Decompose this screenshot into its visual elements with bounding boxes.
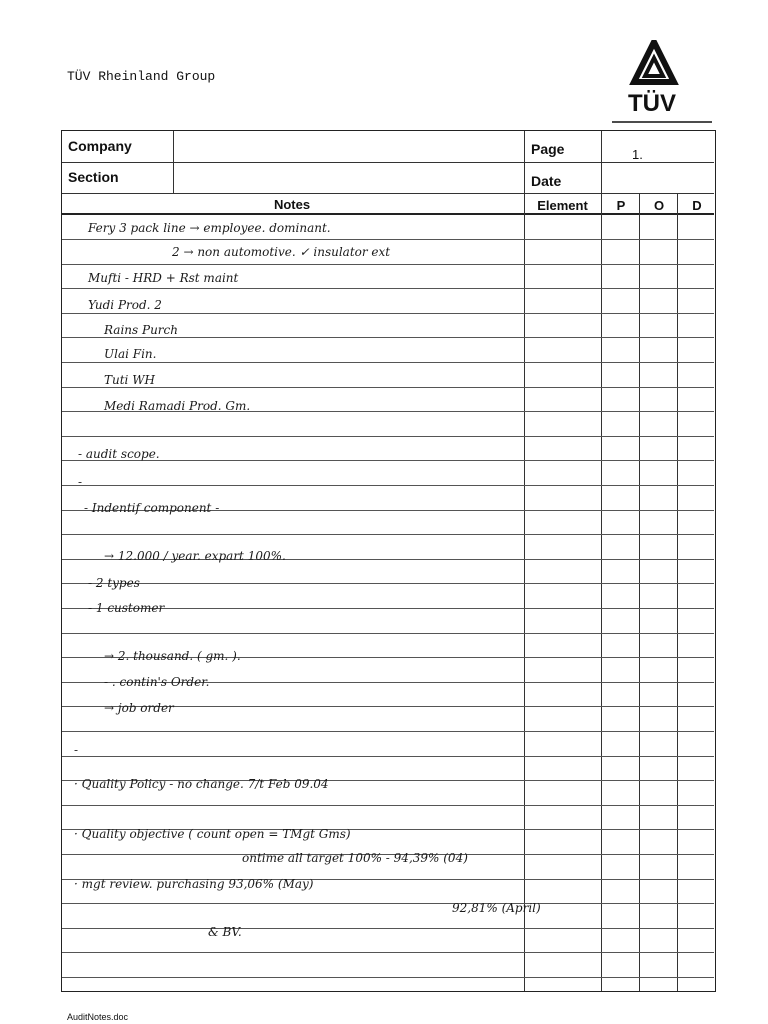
section-label: Section xyxy=(68,169,119,185)
company-field[interactable] xyxy=(174,131,524,162)
divider xyxy=(601,131,602,991)
ruled-line xyxy=(62,583,714,584)
divider xyxy=(62,213,714,215)
date-field[interactable] xyxy=(602,163,715,193)
ruled-line xyxy=(62,239,714,240)
ruled-line xyxy=(62,903,714,904)
note-line: · Quality objective ( count open = TMgt Gms) xyxy=(74,827,351,841)
note-line: → 2. thousand. ( gm. ). xyxy=(104,649,241,663)
note-line: 2 → non automotive. ✓ insulator ext xyxy=(172,245,391,259)
element-column-header: Element xyxy=(537,198,588,213)
ruled-line xyxy=(62,731,714,732)
divider xyxy=(62,162,714,163)
ruled-line xyxy=(62,977,714,978)
ruled-line xyxy=(62,436,714,437)
o-column-header: O xyxy=(653,198,665,213)
note-line: ontime all target 100% - 94,39% (04) xyxy=(242,851,468,865)
ruled-line xyxy=(62,288,714,289)
note-line: Ulai Fin. xyxy=(104,347,157,361)
notes-column-header: Notes xyxy=(273,197,311,212)
audit-notes-form xyxy=(61,130,716,992)
note-line: Mufti - HRD + Rst maint xyxy=(88,271,239,285)
date-label: Date xyxy=(531,173,562,189)
note-line: · Quality Policy - no change. 7/t Feb 09.04 xyxy=(74,777,329,791)
divider xyxy=(173,131,174,193)
p-column-header: P xyxy=(616,198,626,213)
note-line: → 12.000 / year. expart 100%. xyxy=(104,549,286,563)
organization-name: TÜV Rheinland Group xyxy=(67,69,216,84)
ruled-line xyxy=(62,264,714,265)
section-field[interactable] xyxy=(174,163,524,193)
note-line: · mgt review. purchasing 93,06% (May) xyxy=(74,877,314,891)
note-line: - . contin's Order. xyxy=(104,675,210,689)
ruled-line xyxy=(62,928,714,929)
ruled-line xyxy=(62,337,714,338)
ruled-line xyxy=(62,534,714,535)
note-line: Tuti WH xyxy=(104,373,156,387)
note-line: Medi Ramadi Prod. Gm. xyxy=(104,399,251,413)
note-line: Rains Purch xyxy=(104,323,178,337)
d-column-header: D xyxy=(692,198,702,213)
note-line: Yudi Prod. 2 xyxy=(88,298,162,312)
ruled-line xyxy=(62,805,714,806)
ruled-line xyxy=(62,387,714,388)
note-line: - Indentif component - xyxy=(84,501,220,515)
note-line: - xyxy=(78,475,83,489)
note-line: - 2 types xyxy=(88,576,140,590)
ruled-line xyxy=(62,485,714,486)
divider xyxy=(62,193,714,194)
note-line: - xyxy=(74,743,79,757)
ruled-line xyxy=(62,313,714,314)
note-line: - 1 customer xyxy=(88,601,165,615)
note-line: - audit scope. xyxy=(78,447,160,461)
divider xyxy=(524,131,525,991)
ruled-line xyxy=(62,460,714,461)
note-line: → job order xyxy=(104,701,174,715)
note-line: Fery 3 pack line → employee. dominant. xyxy=(88,221,331,235)
ruled-line xyxy=(62,952,714,953)
company-label: Company xyxy=(68,138,132,154)
note-line: 92,81% (April) xyxy=(452,901,541,915)
tuv-logo-text: TÜV xyxy=(628,90,676,117)
page-value: 1. xyxy=(632,147,643,162)
footer-filename: AuditNotes.doc xyxy=(67,1012,129,1022)
page-label: Page xyxy=(531,141,565,157)
ruled-line xyxy=(62,362,714,363)
ruled-line xyxy=(62,756,714,757)
note-line: & BV. xyxy=(208,925,242,939)
ruled-line xyxy=(62,633,714,634)
